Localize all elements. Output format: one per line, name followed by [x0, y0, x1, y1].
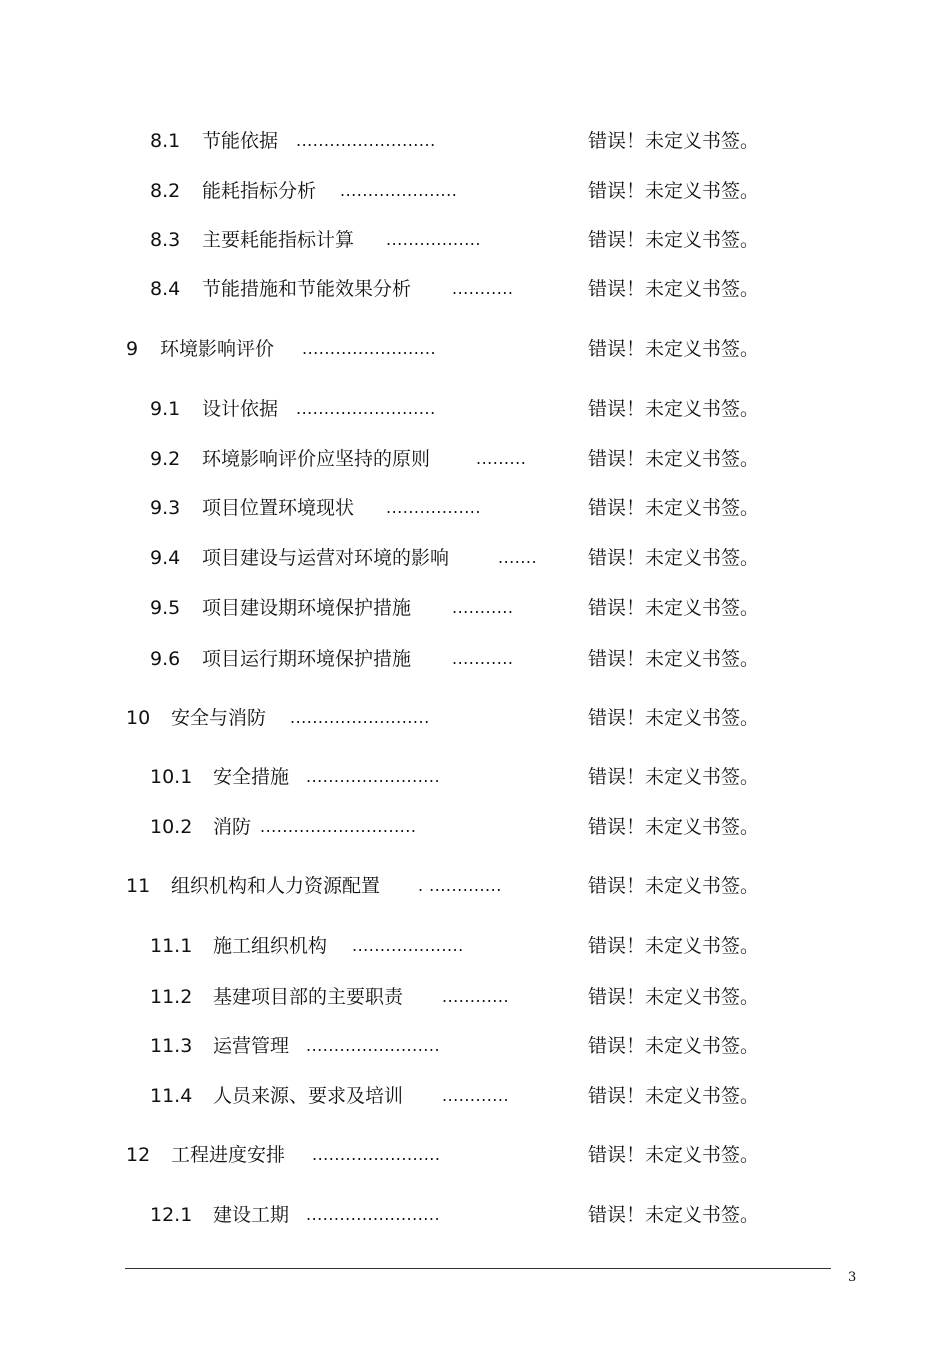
toc-title: 建设工期 — [213, 1204, 290, 1226]
toc-title: 消防 — [213, 816, 252, 838]
toc-number: 9.2 — [150, 448, 181, 470]
toc-number: 9.1 — [150, 398, 181, 420]
footer-divider — [125, 1268, 831, 1269]
toc-leader-dots: ........................ — [306, 767, 441, 786]
toc-number: 8.3 — [150, 229, 181, 251]
toc-page-ref: 错误！未定义书签。 — [588, 707, 760, 729]
toc-title: 节能措施和节能效果分析 — [202, 278, 412, 300]
toc-leader-dots: ..................... — [340, 181, 458, 200]
toc-page-ref: 错误！未定义书签。 — [588, 497, 760, 519]
toc-page-ref: 错误！未定义书签。 — [588, 766, 760, 788]
toc-page-ref: 错误！未定义书签。 — [588, 448, 760, 470]
toc-title: 主要耗能指标计算 — [202, 229, 355, 251]
toc-entry-9-3[interactable] — [0, 493, 950, 523]
toc-leader-dots: ........... — [452, 649, 514, 668]
toc-leader-dots: ........... — [452, 279, 514, 298]
toc-entry-8-1[interactable] — [0, 126, 950, 156]
toc-entry-9-4[interactable] — [0, 543, 950, 573]
toc-leader-dots: ......................... — [296, 399, 436, 418]
toc-entry-12[interactable] — [0, 1140, 950, 1170]
toc-leader-dots: ......................... — [296, 131, 436, 150]
toc-number: 9.6 — [150, 648, 181, 670]
toc-page-ref: 错误！未定义书签。 — [588, 398, 760, 420]
toc-number: 11.3 — [150, 1035, 193, 1057]
toc-entry-9[interactable] — [0, 334, 950, 364]
toc-leader-dots: ........................ — [306, 1205, 441, 1224]
toc-entry-8-2[interactable] — [0, 176, 950, 206]
toc-number: 9.4 — [150, 547, 181, 569]
toc-title: 环境影响评价 — [160, 338, 275, 360]
toc-title: 设计依据 — [202, 398, 279, 420]
toc-entry-11-4[interactable] — [0, 1081, 950, 1111]
toc-entry-10-2[interactable] — [0, 812, 950, 842]
toc-page-ref: 错误！未定义书签。 — [588, 875, 760, 897]
toc-entry-9-5[interactable] — [0, 593, 950, 623]
toc-number: 10 — [126, 707, 151, 729]
toc-number: 11.1 — [150, 935, 193, 957]
toc-entry-9-2[interactable] — [0, 444, 950, 474]
toc-title: 项目建设与运营对环境的影响 — [202, 547, 450, 569]
toc-page-ref: 错误！未定义书签。 — [588, 278, 760, 300]
toc-page-ref: 错误！未定义书签。 — [588, 338, 760, 360]
toc-entry-9-1[interactable] — [0, 394, 950, 424]
toc-entry-10-1[interactable] — [0, 762, 950, 792]
toc-number: 11.2 — [150, 986, 193, 1008]
toc-number: 12 — [126, 1144, 151, 1166]
toc-entry-9-6[interactable] — [0, 644, 950, 674]
page-number: 3 — [848, 1270, 857, 1285]
toc-title: 能耗指标分析 — [202, 180, 317, 202]
toc-title: 施工组织机构 — [213, 935, 328, 957]
toc-title: 安全与消防 — [171, 707, 267, 729]
toc-number: 9.3 — [150, 497, 181, 519]
toc-page-ref: 错误！未定义书签。 — [588, 648, 760, 670]
toc-entry-8-3[interactable] — [0, 225, 950, 255]
toc-page-ref: 错误！未定义书签。 — [588, 1085, 760, 1107]
toc-leader-dots: ............ — [442, 1086, 510, 1105]
toc-title: 运营管理 — [213, 1035, 290, 1057]
toc-number: 9.5 — [150, 597, 181, 619]
toc-number: 11 — [126, 875, 151, 897]
toc-title: 组织机构和人力资源配置 — [171, 875, 381, 897]
toc-title: 节能依据 — [202, 130, 279, 152]
toc-number: 8.2 — [150, 180, 181, 202]
toc-entry-11-1[interactable] — [0, 931, 950, 961]
toc-page-ref: 错误！未定义书签。 — [588, 1204, 760, 1226]
toc-leader-dots: ......................... — [290, 708, 430, 727]
toc-page-ref: 错误！未定义书签。 — [588, 935, 760, 957]
toc-number: 11.4 — [150, 1085, 193, 1107]
toc-leader-dots: ........................ — [302, 339, 437, 358]
toc-number: 8.4 — [150, 278, 181, 300]
toc-leader-dots: ........... — [452, 598, 514, 617]
toc-page-ref: 错误！未定义书签。 — [588, 816, 760, 838]
toc-number: 9 — [126, 338, 139, 360]
toc-entry-11-3[interactable] — [0, 1031, 950, 1061]
toc-title: 安全措施 — [213, 766, 290, 788]
toc-title: 人员来源、要求及培训 — [213, 1085, 404, 1107]
toc-page-ref: 错误！未定义书签。 — [588, 1035, 760, 1057]
toc-leader-dots: ........................ — [306, 1036, 441, 1055]
toc-title: 环境影响评价应坚持的原则 — [202, 448, 431, 470]
toc-number: 10.2 — [150, 816, 193, 838]
toc-number: 10.1 — [150, 766, 193, 788]
toc-page-ref: 错误！未定义书签。 — [588, 1144, 760, 1166]
toc-entry-11[interactable] — [0, 871, 950, 901]
toc-entry-12-1[interactable] — [0, 1200, 950, 1230]
toc-leader-dots: ............................ — [260, 817, 417, 836]
toc-leader-dots: ................. — [386, 498, 481, 517]
toc-leader-dots: ......... — [476, 449, 527, 468]
toc-number: 8.1 — [150, 130, 181, 152]
toc-leader-dots: ................. — [386, 230, 481, 249]
toc-leader-dots: ....................... — [312, 1145, 441, 1164]
toc-page-ref: 错误！未定义书签。 — [588, 547, 760, 569]
toc-page-ref: 错误！未定义书签。 — [588, 130, 760, 152]
toc-entry-11-2[interactable] — [0, 982, 950, 1012]
toc-entry-8-4[interactable] — [0, 274, 950, 304]
toc-page-ref: 错误！未定义书签。 — [588, 986, 760, 1008]
toc-title: 项目位置环境现状 — [202, 497, 355, 519]
toc-entry-10[interactable] — [0, 703, 950, 733]
toc-leader-dots: ............ — [442, 987, 510, 1006]
toc-page-ref: 错误！未定义书签。 — [588, 180, 760, 202]
toc-leader-dots: .................... — [352, 936, 464, 955]
toc-leader-dots: . ............. — [418, 876, 502, 895]
toc-title: 工程进度安排 — [171, 1144, 286, 1166]
toc-number: 12.1 — [150, 1204, 193, 1226]
toc-title: 基建项目部的主要职责 — [213, 986, 404, 1008]
toc-title: 项目建设期环境保护措施 — [202, 597, 412, 619]
toc-leader-dots: ....... — [498, 548, 538, 567]
toc-title: 项目运行期环境保护措施 — [202, 648, 412, 670]
toc-page-ref: 错误！未定义书签。 — [588, 229, 760, 251]
toc-page-ref: 错误！未定义书签。 — [588, 597, 760, 619]
